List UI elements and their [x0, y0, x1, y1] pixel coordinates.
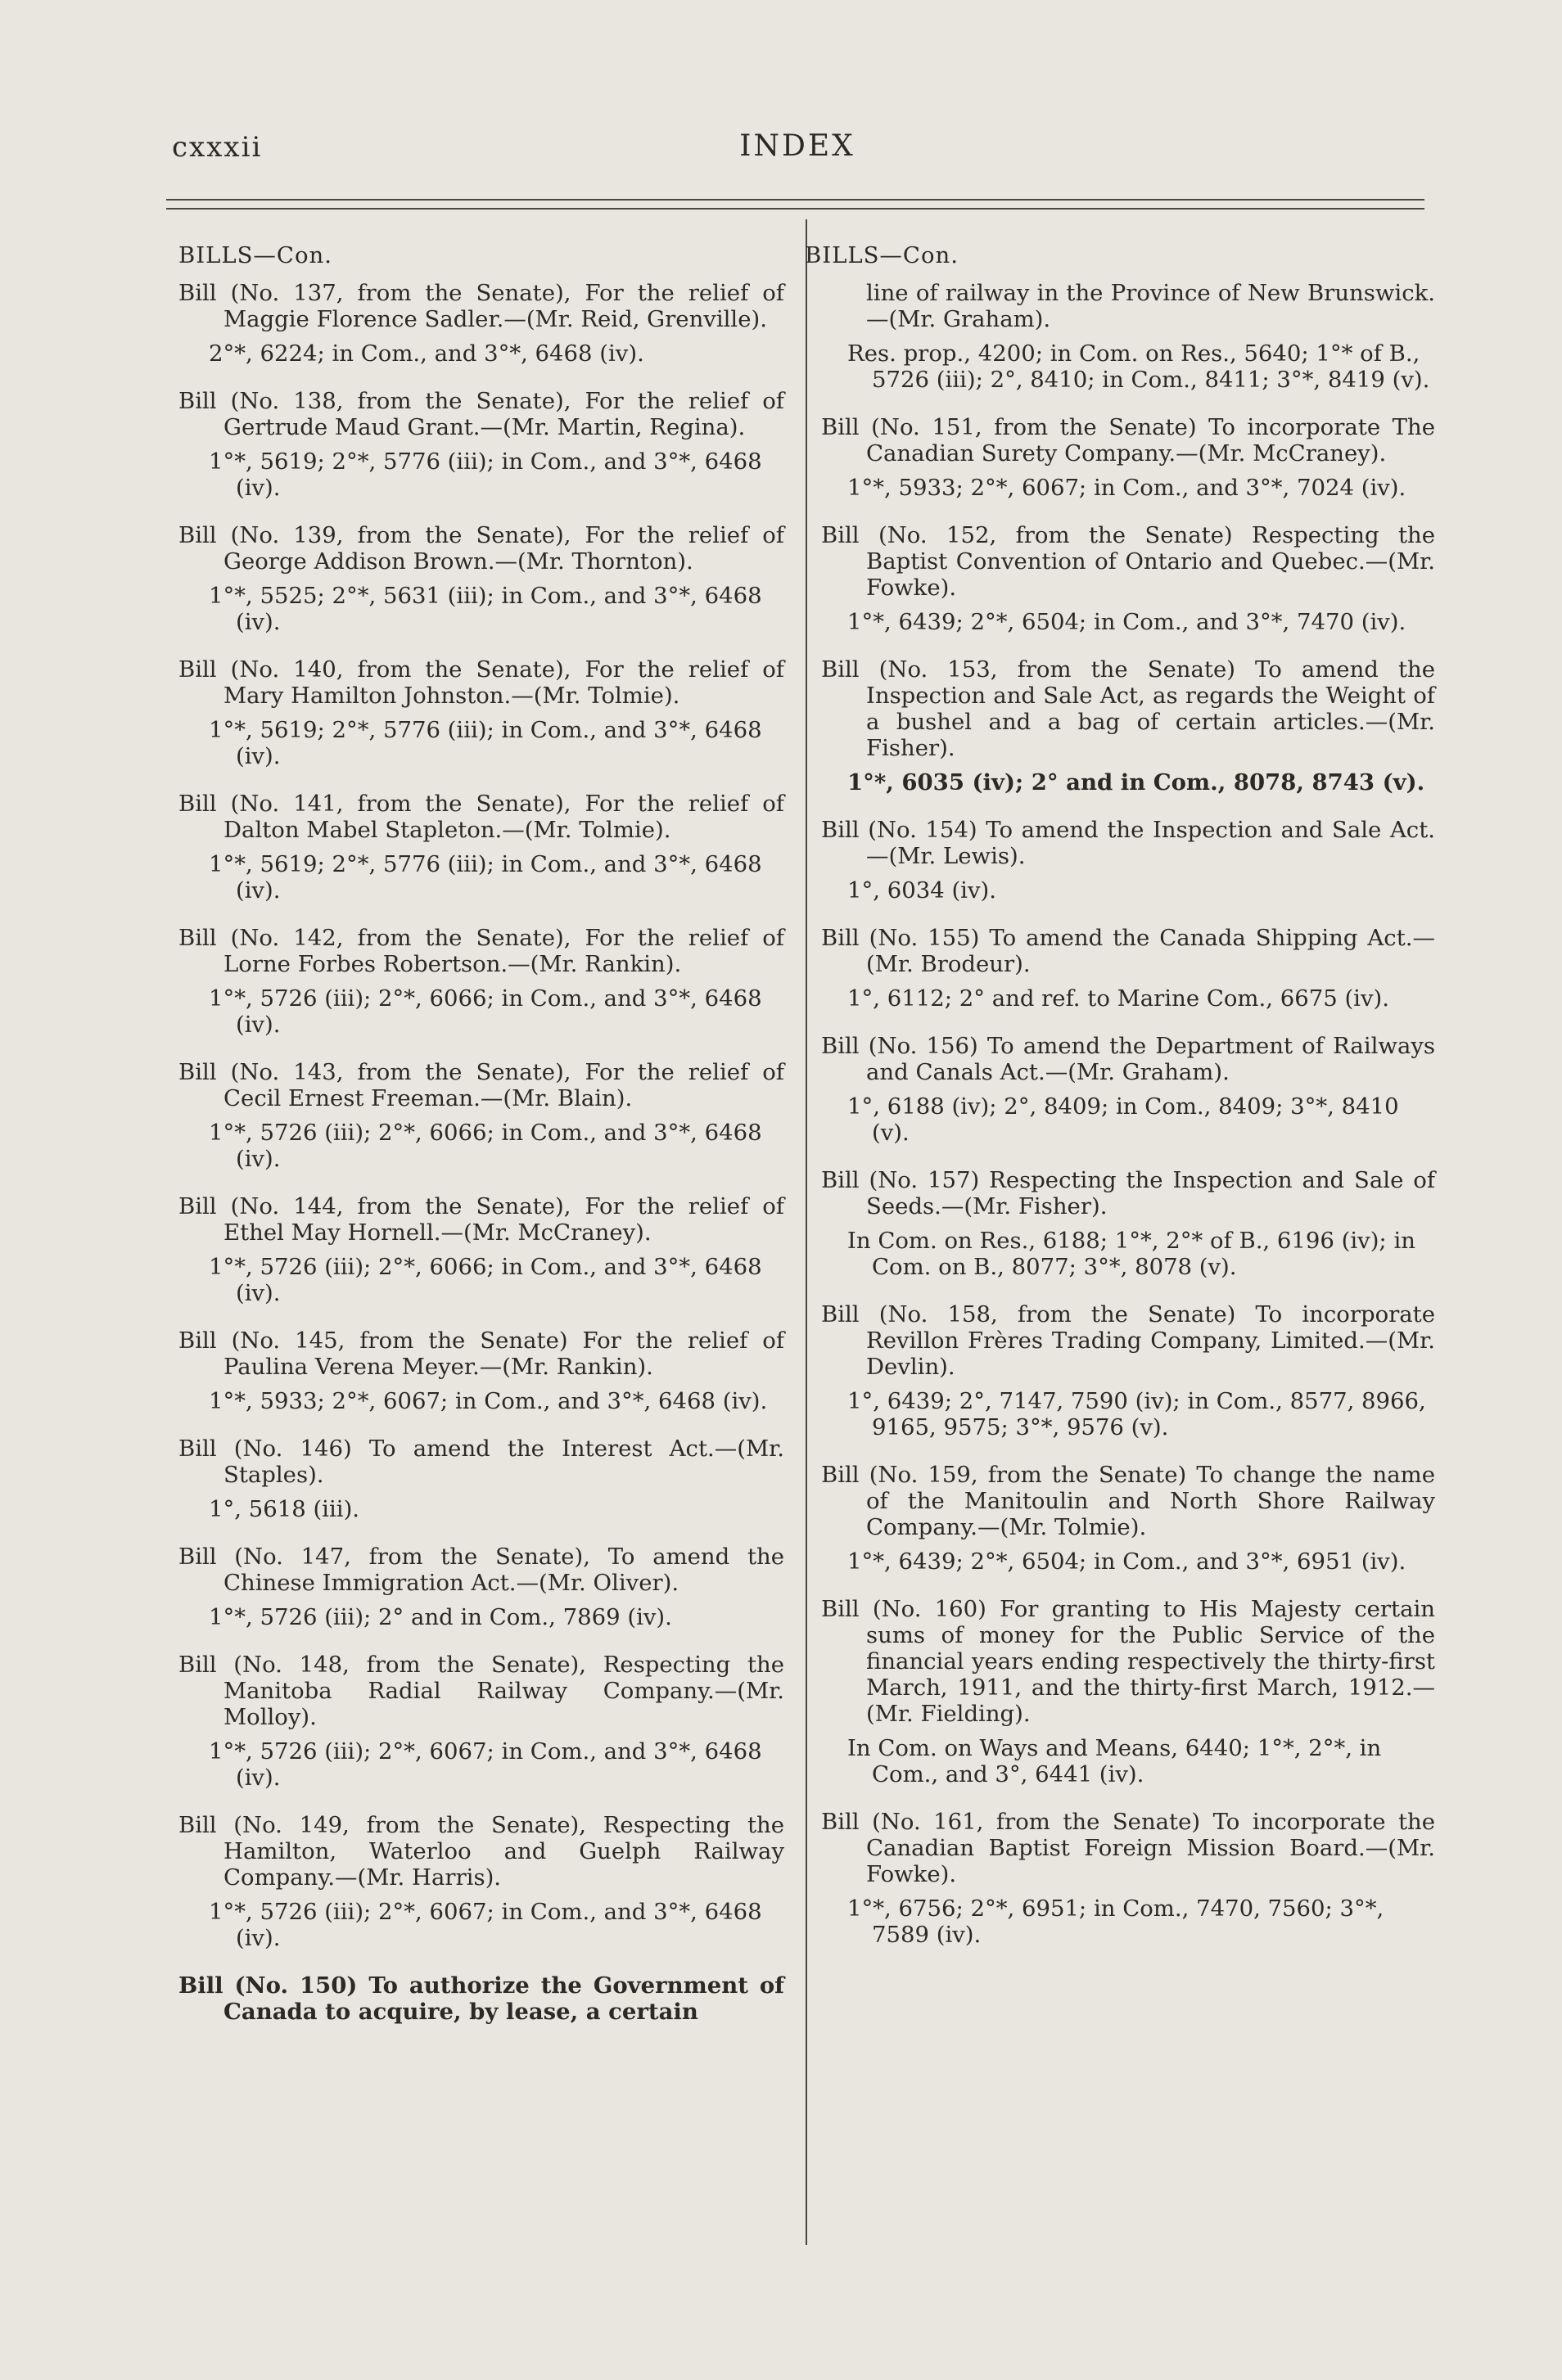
entry-title: Bill (No. 146) To amend the Interest Act.—(Mr. Staples). — [178, 1436, 784, 1488]
right-column — [805, 242, 1435, 1969]
entry-references: 1°*, 6756; 2°*, 6951; in Com., 7470, 7560; 3°*, 7589 (iv). — [847, 1895, 1384, 1948]
index-entry — [805, 414, 1435, 501]
index-entry — [178, 1544, 784, 1630]
entry-references: 1°*, 5619; 2°*, 5776 (iii); in Com., and 3°*, 6468 (iv). — [209, 717, 762, 769]
entry-title: Bill (No. 140, from the Senate), For the relief of Mary Hamilton Johnston.—(Mr. Tolmie). — [178, 656, 784, 709]
entry-references: 1°*, 6035 (iv); 2° and in Com., 8078, 8743 (v). — [847, 769, 1425, 796]
entry-title: Bill (No. 161, from the Senate) To incorporate the Canadian Baptist Foreign Mission Board.—(Mr. Fowke). — [821, 1809, 1435, 1887]
index-entry — [178, 925, 784, 1038]
header-rule-top — [166, 199, 1424, 201]
index-entry — [178, 1436, 784, 1522]
index-entry — [805, 522, 1435, 635]
index-entry — [805, 1462, 1435, 1575]
entry-title: Bill (No. 157) Respecting the Inspection and Sale of Seeds.—(Mr. Fisher). — [821, 1167, 1435, 1219]
entry-title: Bill (No. 141, from the Senate), For the relief of Dalton Mabel Stapleton.—(Mr. Tolmie). — [178, 791, 784, 843]
entry-references: 1°*, 5619; 2°*, 5776 (iii); in Com., and 3°*, 6468 (iv). — [209, 449, 762, 501]
entry-references: In Com. on Ways and Means, 6440; 1°*, 2°*, in Com., and 3°, 6441 (iv). — [847, 1735, 1382, 1787]
header-rule-bottom — [166, 208, 1424, 210]
entry-title: Bill (No. 148, from the Senate), Respecting the Manitoba Radial Railway Company.—(Mr. Molloy). — [178, 1652, 784, 1730]
index-entry — [805, 656, 1435, 796]
entry-references: In Com. on Res., 6188; 1°*, 2°* of B., 6196 (iv); in Com. on B., 8077; 3°*, 8078 (v). — [847, 1228, 1415, 1280]
entry-title: Bill (No. 138, from the Senate), For the relief of Gertrude Maud Grant.—(Mr. Martin, Regina). — [178, 388, 784, 440]
index-entry — [178, 1327, 784, 1414]
entry-title: Bill (No. 160) For granting to His Majesty certain sums of money for the Public Service of the financial years ending respectively the thirty-first March, 1911, and the thirty-first March, 1912.—(Mr. Fielding). — [821, 1596, 1435, 1727]
index-entry — [178, 1812, 784, 1951]
entry-references: 1°*, 5933; 2°*, 6067; in Com., and 3°*, 6468 (iv). — [209, 1388, 768, 1414]
entry-title: Bill (No. 151, from the Senate) To incorporate The Canadian Surety Company.—(Mr. McCraney). — [821, 414, 1435, 467]
index-entry — [178, 1193, 784, 1306]
entry-references: 1°, 6439; 2°, 7147, 7590 (iv); in Com., 8577, 8966, 9165, 9575; 3°*, 9576 (v). — [847, 1388, 1426, 1440]
entry-title: Bill (No. 158, from the Senate) To incorporate Revillon Frères Trading Company, Limited.—(Mr. Devlin). — [821, 1301, 1435, 1380]
index-entry — [178, 388, 784, 501]
entry-references: 1°*, 5933; 2°*, 6067; in Com., and 3°*, 7024 (iv). — [847, 475, 1406, 501]
index-entry — [178, 791, 784, 904]
entry-title: Bill (No. 143, from the Senate), For the relief of Cecil Ernest Freeman.—(Mr. Blain). — [178, 1059, 784, 1111]
left-column — [178, 242, 784, 2046]
entry-title: Bill (No. 137, from the Senate), For the relief of Maggie Florence Sadler.—(Mr. Reid, Grenville). — [178, 280, 784, 332]
index-entry — [178, 1652, 784, 1791]
entry-references: 1°*, 5726 (iii); 2°*, 6066; in Com., and 3°*, 6468 (iv). — [209, 1254, 762, 1306]
section-heading: BILLS—Con. — [178, 242, 332, 268]
page-number: cxxxii — [172, 131, 263, 164]
index-entry-continued — [805, 280, 1435, 393]
index-entry — [805, 1167, 1435, 1280]
entry-references: 1°*, 5726 (iii); 2°*, 6067; in Com., and 3°*, 6468 (iv). — [209, 1738, 762, 1791]
entry-references: 1°*, 6439; 2°*, 6504; in Com., and 3°*, 7470 (iv). — [847, 609, 1406, 635]
entry-references: 1°, 6188 (iv); 2°, 8409; in Com., 8409; 3°*, 8410 (v). — [847, 1093, 1399, 1146]
entry-title: Bill (No. 152, from the Senate) Respecting the Baptist Convention of Ontario and Quebec.—(Mr. Fowke). — [821, 522, 1435, 601]
page-title: INDEX — [739, 129, 855, 163]
index-entry — [805, 1033, 1435, 1146]
entry-title: Bill (No. 149, from the Senate), Respecting the Hamilton, Waterloo and Guelph Railway Company.—(Mr. Harris). — [178, 1812, 784, 1891]
entry-references: 1°, 6112; 2° and ref. to Marine Com., 6675 (iv). — [847, 985, 1389, 1012]
entry-title: Bill (No. 153, from the Senate) To amend the Inspection and Sale Act, as regards the Weight of a bushel and a bag of certain articles.—(Mr. Fisher). — [821, 656, 1435, 761]
section-heading: BILLS—Con. — [805, 242, 959, 268]
entry-title: Bill (No. 155) To amend the Canada Shipping Act.—(Mr. Brodeur). — [821, 925, 1435, 977]
index-entry — [178, 522, 784, 635]
entry-references: 1°*, 5619; 2°*, 5776 (iii); in Com., and 3°*, 6468 (iv). — [209, 851, 762, 904]
entry-title: Bill (No. 156) To amend the Department of Railways and Canals Act.—(Mr. Graham). — [821, 1033, 1435, 1085]
index-entry — [805, 1301, 1435, 1440]
index-entry — [805, 817, 1435, 904]
entry-references: Res. prop., 4200; in Com. on Res., 5640; 1°* of B., 5726 (iii); 2°, 8410; in Com., 8411; 3°*, 8419 (v). — [847, 340, 1430, 393]
entry-references: 1°, 6034 (iv). — [847, 877, 996, 904]
entry-references: 1°*, 6439; 2°*, 6504; in Com., and 3°*, 6951 (iv). — [847, 1548, 1406, 1575]
entry-title: Bill (No. 144, from the Senate), For the relief of Ethel May Hornell.—(Mr. McCraney). — [178, 1193, 784, 1246]
entry-title: Bill (No. 145, from the Senate) For the relief of Paulina Verena Meyer.—(Mr. Rankin). — [178, 1327, 784, 1380]
index-entry — [805, 1809, 1435, 1948]
entry-references: 1°*, 5726 (iii); 2°*, 6066; in Com., and 3°*, 6468 (iv). — [209, 985, 762, 1038]
entry-references: 1°*, 5525; 2°*, 5631 (iii); in Com., and 3°*, 6468 (iv). — [209, 583, 762, 635]
entry-references: 2°*, 6224; in Com., and 3°*, 6468 (iv). — [209, 340, 644, 367]
index-entry — [805, 925, 1435, 1012]
entry-title: line of railway in the Province of New Brunswick.—(Mr. Graham). — [866, 280, 1435, 332]
index-entry — [805, 1596, 1435, 1787]
entry-title: Bill (No. 150) To authorize the Government of Canada to acquire, by lease, a certain — [178, 1972, 784, 2025]
entry-references: 1°*, 5726 (iii); 2°*, 6067; in Com., and 3°*, 6468 (iv). — [209, 1899, 762, 1951]
entry-references: 1°*, 5726 (iii); 2°*, 6066; in Com., and 3°*, 6468 (iv). — [209, 1120, 762, 1172]
entry-title: Bill (No. 147, from the Senate), To amend the Chinese Immigration Act.—(Mr. Oliver). — [178, 1544, 784, 1596]
entry-references: 1°*, 5726 (iii); 2° and in Com., 7869 (iv). — [209, 1604, 672, 1630]
entry-title: Bill (No. 142, from the Senate), For the relief of Lorne Forbes Robertson.—(Mr. Rankin). — [178, 925, 784, 977]
entry-title: Bill (No. 139, from the Senate), For the relief of George Addison Brown.—(Mr. Thornton). — [178, 522, 784, 575]
entry-references: 1°, 5618 (iii). — [209, 1496, 360, 1522]
index-entry — [178, 656, 784, 769]
index-entry — [178, 1972, 784, 2025]
entry-title: Bill (No. 154) To amend the Inspection and Sale Act.—(Mr. Lewis). — [821, 817, 1435, 869]
index-entry — [178, 280, 784, 367]
index-entry — [178, 1059, 784, 1172]
entry-title: Bill (No. 159, from the Senate) To change the name of the Manitoulin and North Shore Railway Company.—(Mr. Tolmie). — [821, 1462, 1435, 1540]
